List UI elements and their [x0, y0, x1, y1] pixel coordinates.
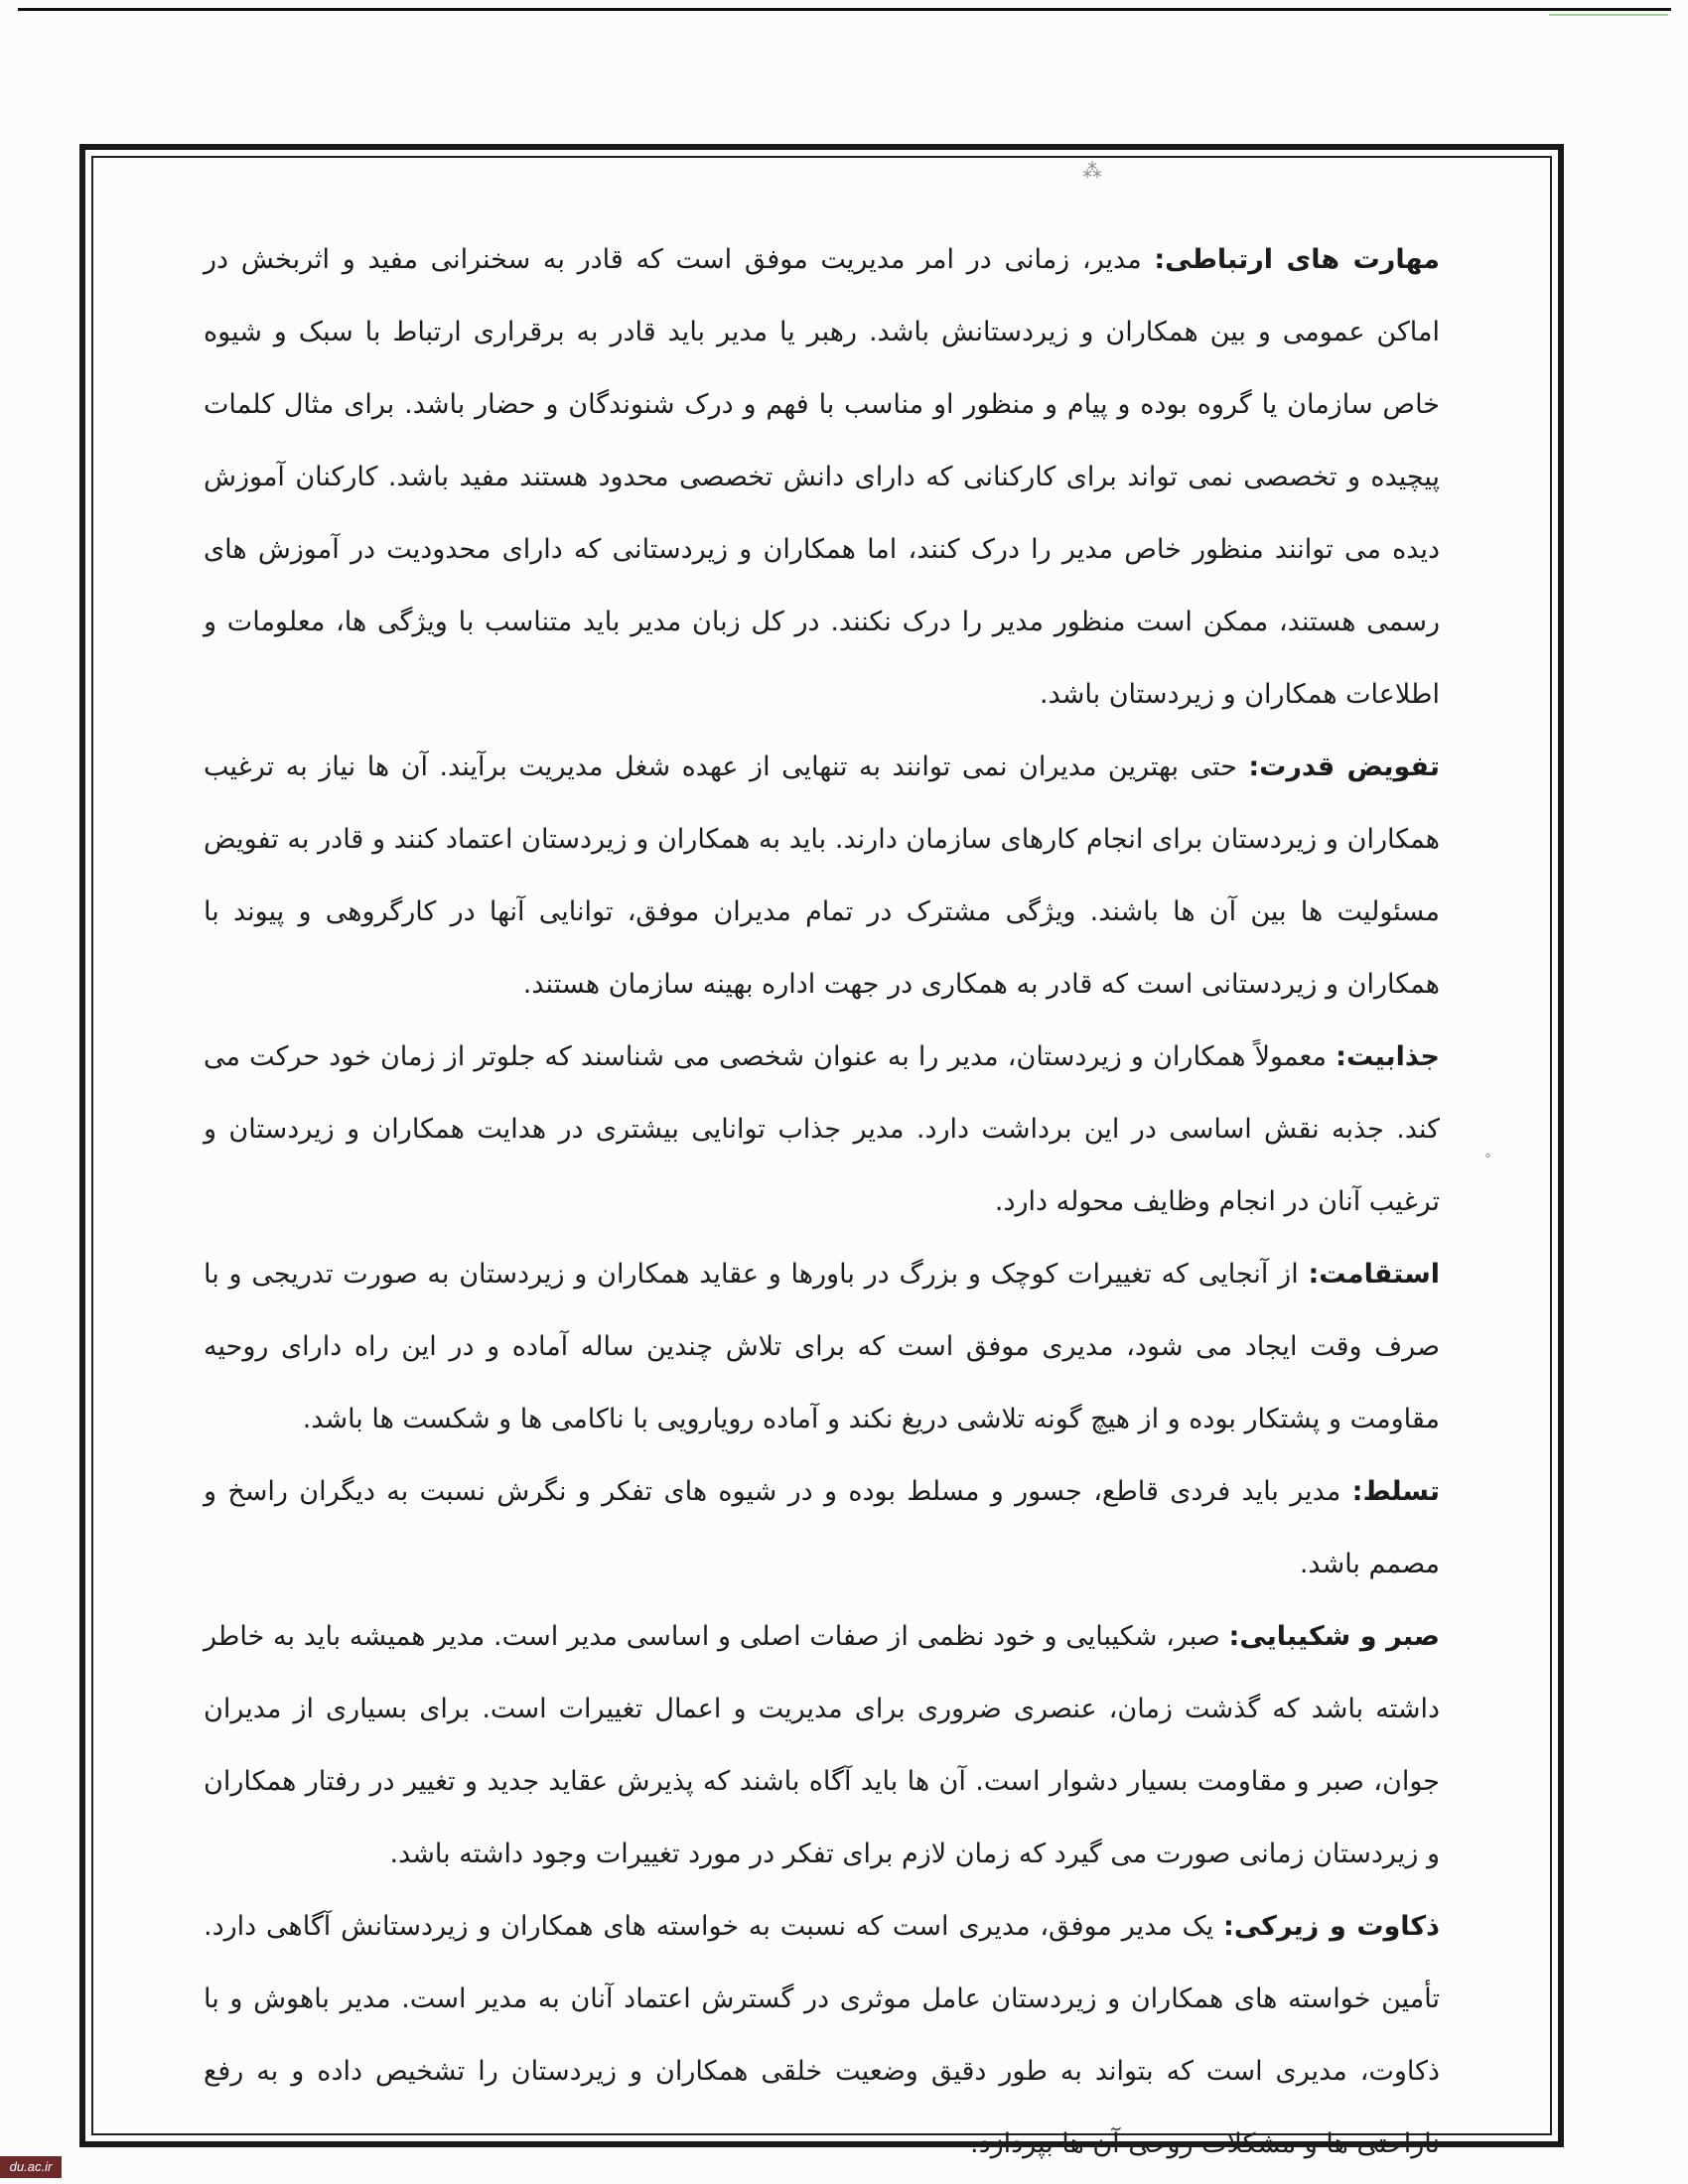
section-patience: [204, 1600, 1440, 1890]
section-heading: تسلط:: [1351, 1476, 1440, 1507]
section-communication-skills: [204, 223, 1440, 731]
section-text: از آنجایی که تغییرات کوچک و بزرگ در باورها و عقاید همکاران و زیردستان به صورت تدریجی و با صرف وقت ایجاد می شود، مدیری موفق است که برای تلاش چندین ساله آماده و در این راه دارای روحیه مقاومت و پشتکار بوده و از هیچ گونه تلاشی دریغ نکند و آماده رویارویی با ناکامی ها و شکست ها باشد.: [204, 1259, 1440, 1434]
section-text: یک مدیر موفق، مدیری است که نسبت به خواسته های همکاران و زیردستانش آگاهی دارد. تأمین خواسته های همکاران و زیردستان عامل موثری در گسترش اعتماد آنان به مدیر است. مدیر باهوش و با ذکاوت، مدیری است که بتواند به طور دقیق وضعیت خلقی همکاران و زیردستان را تشخیص داده و به رفع ناراحتی ها و مشکلات روحی آن ها بپردازد.: [204, 1911, 1440, 2159]
section-delegation: [204, 731, 1440, 1021]
section-heading: جذابیت:: [1336, 1041, 1440, 1072]
section-mastery: [204, 1455, 1440, 1600]
section-intelligence: [204, 1890, 1440, 2180]
section-heading: تفویض قدرت:: [1248, 751, 1440, 782]
site-logo[interactable]: du.ac.ir: [0, 2156, 62, 2178]
document-body: [204, 223, 1440, 2180]
top-edge-rule: [18, 8, 1671, 11]
section-text: مدیر، زمانی در امر مدیریت موفق است که قادر به سخنرانی مفید و اثربخش در اماکن عمومی و بین همکاران و زیردستانش باشد. رهبر یا مدیر باید قادر به برقراری ارتباط با سبک و شیوه خاص سازمان یا گروه بوده و پیام و منظور او مناسب با فهم و درک شنوندگان و حضار باشد. برای مثال کلمات پیچیده و تخصصی نمی تواند برای کارکنانی که دارای دانش تخصصی محدود هستند مفید باشد. کارکنان آموزش دیده می توانند منظور خاص مدیر را درک کنند، اما همکاران و زیردستانی که دارای محدودیت در آموزش های رسمی هستند، ممکن است منظور مدیر را درک نکنند. در کل زبان مدیر باید متناسب با ویژگی ها، معلومات و اطلاعات همکاران و زیردستان باشد.: [204, 244, 1440, 710]
section-text: مدیر باید فردی قاطع، جسور و مسلط بوده و در شیوه های تفکر و نگرش نسبت به دیگران راسخ و مصمم باشد.: [204, 1476, 1440, 1579]
section-heading: صبر و شکیبایی:: [1228, 1621, 1440, 1652]
section-text: صبر، شکیبایی و خود نظمی از صفات اصلی و اساسی مدیر است. مدیر همیشه باید به خاطر داشته باشد که گذشت زمان، عنصری ضروری برای مدیریت و اعمال تغییرات است. برای بسیاری از مدیران جوان، صبر و مقاومت بسیار دشوار است. آن ها باید آگاه باشند که پذیرش عقاید جدید و تغییر در رفتار همکاران و زیردستان زمانی صورت می گیرد که زمان لازم برای تفکر در مورد تغییرات وجود داشته باشد.: [204, 1621, 1440, 1869]
section-heading: استقامت:: [1308, 1259, 1440, 1290]
section-text: معمولاً همکاران و زیردستان، مدیر را به عنوان شخصی می شناسند که جلوتر از زمان خود حرکت می کند. جذبه نقش اساسی در این برداشت دارد. مدیر جذاب توانایی بیشتری در هدایت همکاران و زیردستان و ترغیب آنان در انجام وظایف محوله دارد.: [204, 1041, 1440, 1217]
section-text: حتی بهترین مدیران نمی توانند به تنهایی از عهده شغل مدیریت برآیند. آن ها نیاز به ترغیب همکاران و زیردستان برای انجام کارهای سازمان دارند. باید به همکاران و زیردستان اعتماد کنند و قادر به تفویض مسئولیت ها بین آن ها باشند. ویژگی مشترک در تمام مدیران موفق، توانایی آنها در کارگروهی و پیوند با همکاران و زیردستانی است که قادر به همکاری در جهت اداره بهینه سازمان هستند.: [204, 751, 1440, 1000]
section-heading: مهارت های ارتباطی:: [1154, 244, 1441, 275]
scan-speck: °: [1484, 1152, 1491, 1167]
section-perseverance: [204, 1238, 1440, 1455]
scan-speck: ⁂: [1082, 159, 1102, 183]
section-heading: ذکاوت و زیرکی:: [1223, 1911, 1440, 1942]
top-edge-accent: [1549, 14, 1668, 16]
section-charisma: [204, 1021, 1440, 1238]
